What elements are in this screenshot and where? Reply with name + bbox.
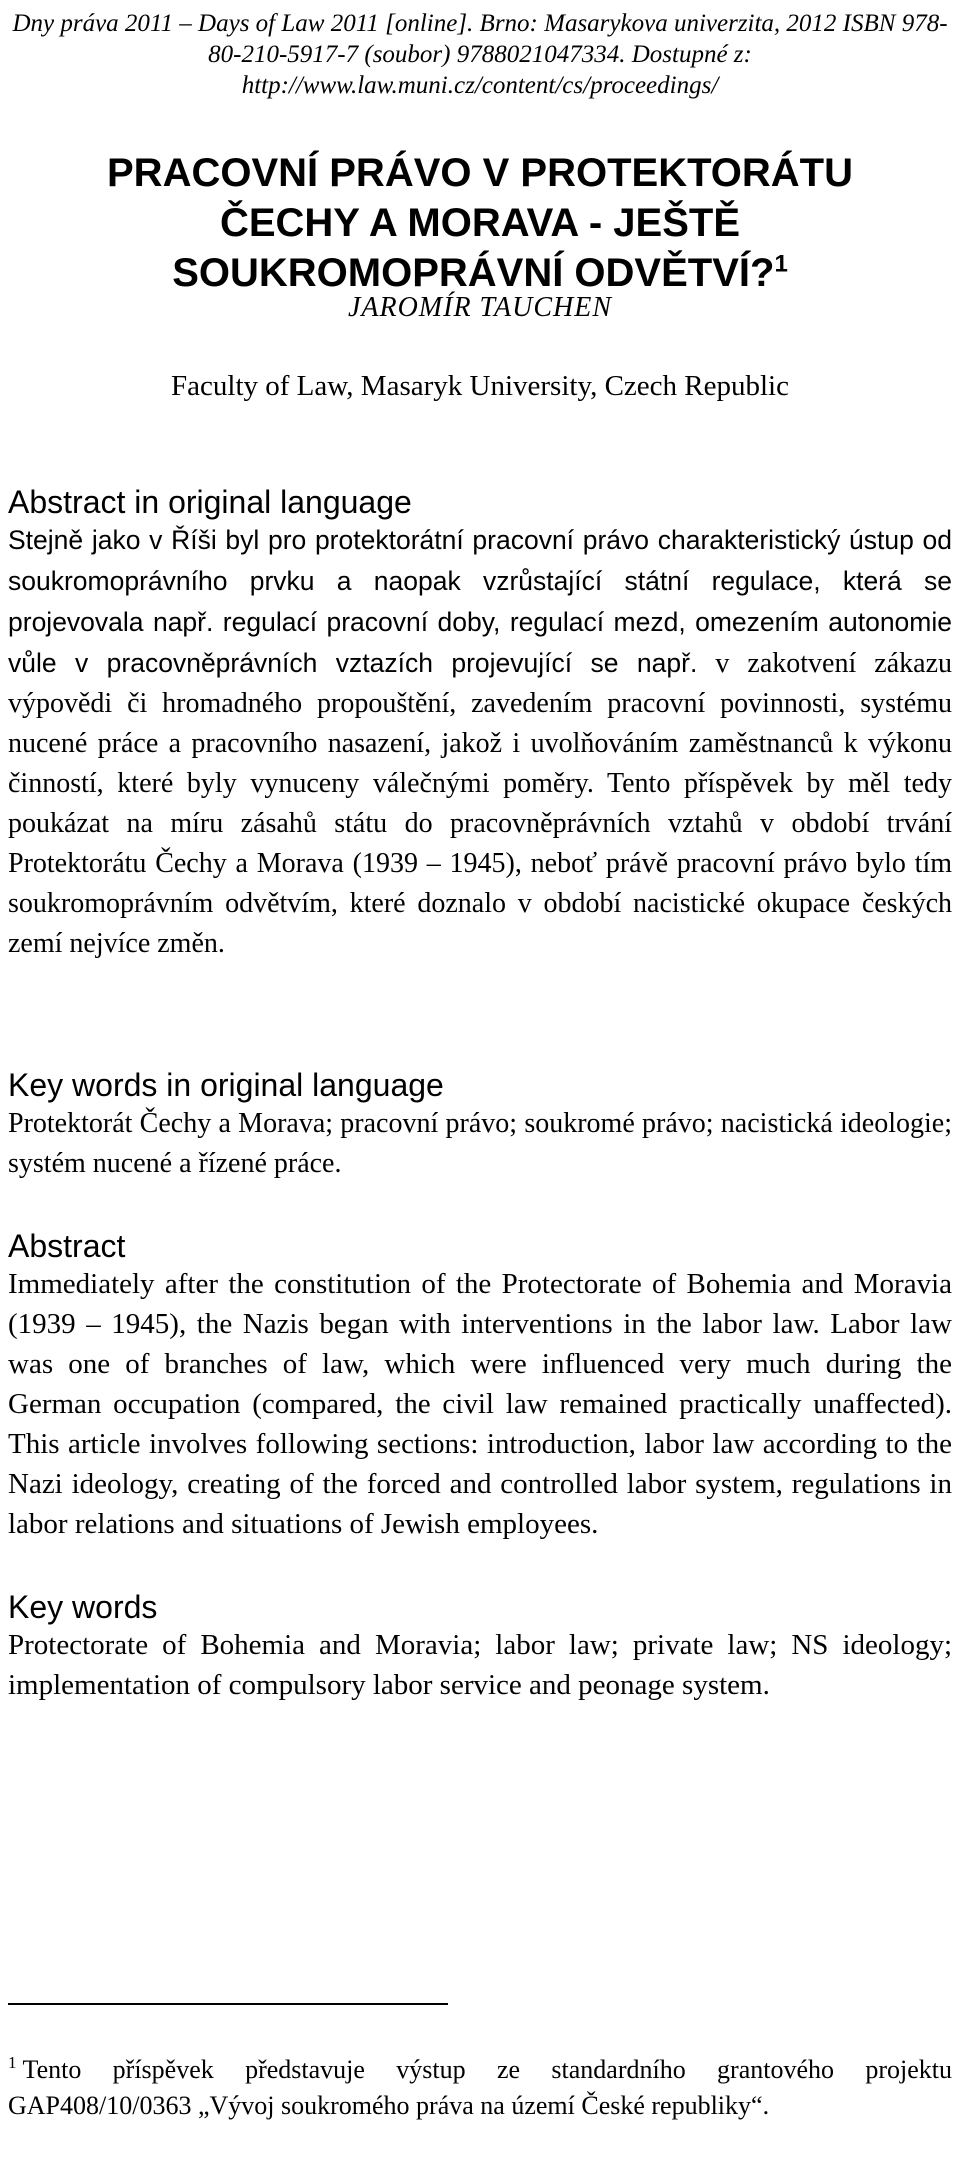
author-name: JAROMÍR TAUCHEN (347, 292, 613, 323)
abstract-original-text-part2: v zakotvení zákazu výpovědi či hromadného propouštění, zavedením pracovní povinnosti, systému nucené práce a pracovního nasazení, jakož i uvolňováním zaměstnanců k výkonu činností, které byly vynuceny válečnými poměry. Tento příspěvek by měl tedy poukázat na míru zásahů státu do pracovněprávních vztahů v období trvání Protektorátu Čechy a Morava (1939 – 1945), neboť právě pracovní právo bylo tím soukromoprávním odvětvím, které doznalo v období nacistické okupace českých zemí nejvíce změn. (8, 648, 952, 959)
abstract-original-text-part1: Stejně jako v Říši byl pro protektorátní pracovní právo charakteristický ústup od soukromoprávního prvku a naopak vzrůstající státní regulace, která se projevovala např. regulací pracovní doby, regulací mezd, omezením autonomie vůle v pracovněprávních vztazích projevující se např. (8, 525, 952, 678)
footnote (8, 2052, 952, 2124)
keywords-original-text: Protektorát Čechy a Morava; pracovní právo; soukromé právo; nacistická ideologie; systém nucené a řízené práce. (8, 1108, 952, 1179)
abstract-en-heading: Abstract (8, 1228, 126, 1264)
keywords-original-heading: Key words in original language (8, 1067, 444, 1103)
keywords-en-heading: Key words (8, 1589, 158, 1625)
abstract-en-text: Immediately after the constitution of the Protectorate of Bohemia and Moravia (1939 – 1945), the Nazis began with interventions in the labor law. Labor law was one of branches of law, which were influenced very much during the German occupation (compared, the civil law remained practically unaffected). This article involves following sections: introduction, labor law according to the Nazi ideology, creating of the forced and controlled labor system, regulations in labor relations and situations of Jewish employees. (8, 1268, 952, 1540)
title-footnote-mark: 1 (774, 250, 788, 278)
author-affiliation: Faculty of Law, Masaryk University, Czech Republic (171, 370, 789, 402)
footnote-separator (8, 2003, 448, 2005)
footnote-text: Tento příspěvek představuje výstup ze standardního grantového projektu GAP408/10/0363 „Vývoj soukromého práva na území České republiky“. (8, 2055, 952, 2120)
keywords-en-text: Protectorate of Bohemia and Moravia; labor law; private law; NS ideology; implementation of compulsory labor service and peonage system. (8, 1629, 952, 1701)
abstract-original-text (8, 520, 952, 964)
paper-title-text: PRACOVNÍ PRÁVO V PROTEKTORÁTU ČECHY A MORAVA - JEŠTĚ SOUKROMOPRÁVNÍ ODVĚTVÍ? (107, 151, 853, 295)
abstract-original-heading: Abstract in original language (8, 484, 412, 520)
footnote-mark: 1 (8, 2053, 17, 2073)
running-head: Dny práva 2011 – Days of Law 2011 [online]. Brno: Masarykova univerzita, 2012 ISBN 978-80-210-5917-7 (soubor) 9788021047334. Dostupné z: http://www.law.muni.cz/content/cs/proceedings/ (12, 10, 948, 99)
paper-title (40, 148, 920, 298)
